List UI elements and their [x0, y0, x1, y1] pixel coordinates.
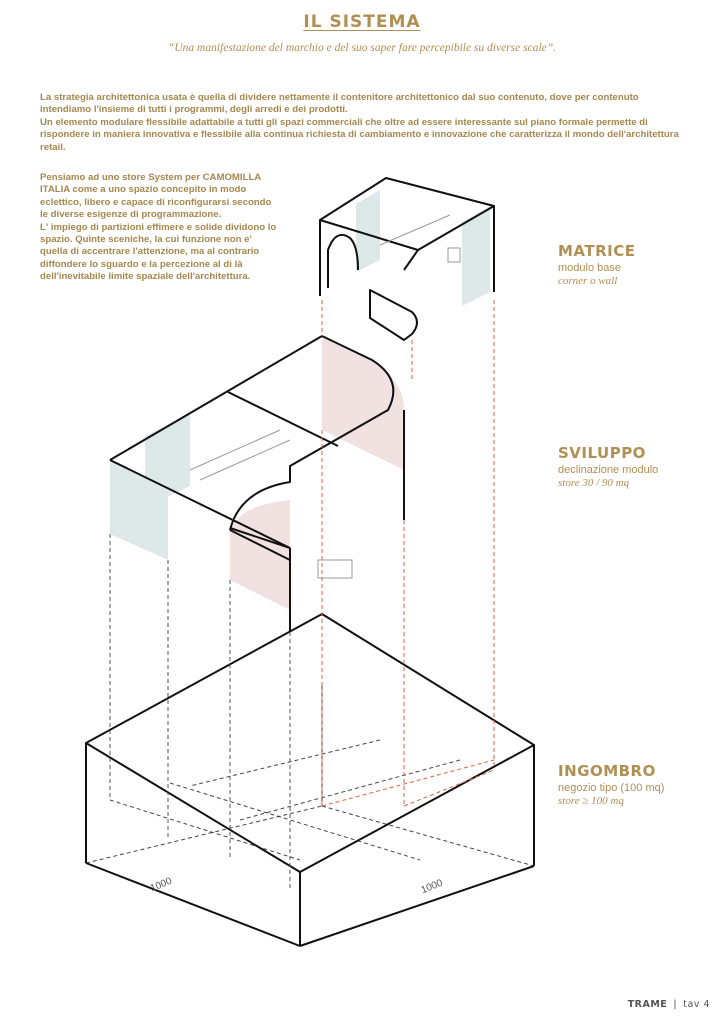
- intro-paragraph-1: La strategia architettonica usata è quella di dividere nettamente il contenitore architettonico dal suo contenuto, dove per contenuto intendiamo l'insieme di tutti i programmi, degli arredi e dei prodotti.: [40, 92, 639, 116]
- label-sviluppo-title: SVILUPPO: [558, 444, 646, 462]
- footer-page: tav 4: [683, 999, 710, 1010]
- label-ingombro-sub: negozio tipo (100 mq): [558, 782, 665, 794]
- label-sviluppo: [558, 444, 658, 489]
- matrice-module: [320, 178, 494, 340]
- label-matrice-title: MATRICE: [558, 242, 636, 260]
- label-matrice-detail: corner o wall: [558, 275, 618, 287]
- sviluppo-wall-blue-2: [145, 414, 190, 508]
- intro-paragraph-2: Un elemento modulare flessibile adattabile a tutti gli spazi commerciali che oltre ad essere interessante sul piano formale permette di rispondere in maniera innovativa e flessibile alla continua richiesta di cambiamento e innovazione che caratterizza il mondo dell'architettura retail.: [40, 116, 679, 153]
- label-sviluppo-detail: store 30 / 90 mq: [558, 477, 630, 489]
- ingombro-hidden-edges: [86, 686, 534, 866]
- label-matrice-sub: modulo base: [558, 262, 621, 274]
- label-sviluppo-sub: declinazione modulo: [558, 464, 659, 476]
- concept-paragraph-2: L' impiego di partizioni effimere e solide dividono lo spazio. Quinte sceniche, la cui funzione non e' quella di accentrare l'attenzione, ma al contrario diffondere lo sguardo e la percezione al di là dell'inevitabile limite spaziale dell'architettura.: [40, 221, 277, 283]
- page-title: IL SISTEMA: [303, 12, 421, 32]
- label-ingombro-title: INGOMBRO: [558, 762, 656, 780]
- concept-paragraph-1: Pensiamo ad uno store System per CAMOMILLA ITALIA come a uno spazio concepito in modo eclettico, libero e capace di riconfigurarsi secondo le diverse esigenze di programmazione.: [40, 172, 272, 221]
- ingombro-visible-edges: [86, 614, 534, 946]
- matrice-interior-lines: [380, 215, 460, 262]
- label-ingombro-detail: store ≥ 100 mq: [558, 795, 624, 807]
- footer-brand: TRAME: [627, 999, 668, 1010]
- dimension-left: 1000: [148, 875, 174, 895]
- matrice-wall-blue-2: [356, 190, 380, 272]
- label-ingombro: [558, 762, 664, 807]
- label-matrice: [558, 242, 636, 287]
- dimension-right: 1000: [419, 877, 445, 897]
- ingombro-box: [86, 614, 534, 946]
- footer-separator: |: [673, 999, 678, 1010]
- sviluppo-module: [110, 336, 404, 632]
- page-subtitle: “Una manifestazione del marchio e del suo saper fare percepibile su diverse scale”.: [167, 42, 557, 54]
- footer: [628, 999, 710, 1010]
